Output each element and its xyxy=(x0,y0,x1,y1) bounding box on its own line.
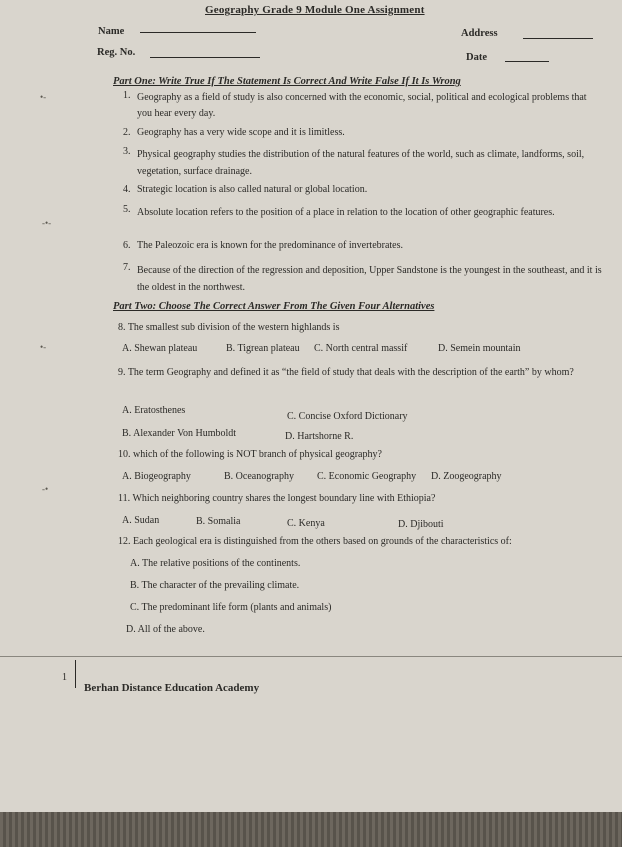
footer-academy-name: Berhan Distance Education Academy xyxy=(84,682,260,694)
q10-option-c: C. Economic Geography xyxy=(317,471,417,482)
q8-stem: 8. The smallest sub division of the western highlands is xyxy=(118,322,340,333)
q8-option-d: D. Semein mountain xyxy=(438,343,521,354)
q9-option-d: D. Hartshorne R. xyxy=(285,431,354,442)
q4-number: 4. xyxy=(123,184,131,195)
q9-option-a: A. Eratosthenes xyxy=(122,405,186,416)
q11-stem: 11. Which neighboring country shares the longest boundary line with Ethiopia? xyxy=(118,493,436,504)
reg-no-blank xyxy=(150,57,260,58)
q11-option-a: A. Sudan xyxy=(122,515,160,526)
q2-text: Geography has a very wide scope and it is limitless. xyxy=(137,127,345,138)
q12-stem: 12. Each geological era is distinguished from the others based on grounds of the characteristics of: xyxy=(118,536,512,547)
q12-option-d: D. All of the above. xyxy=(126,624,205,635)
q12-option-b: B. The character of the prevailing climate. xyxy=(130,580,300,591)
q7-text: Because of the direction of the regression and deposition, Upper Sandstone is the youngest in the southeast, and it is the oldest in the northwest. xyxy=(137,265,602,293)
q12-option-c: C. The predominant life form (plants and animals) xyxy=(130,602,332,613)
q3-text: Physical geography studies the distribution of the natural features of the world, such as climate, landforms, soil, vegetation, surface drainage. xyxy=(137,149,585,177)
q10-option-d: D. Zoogeography xyxy=(431,471,502,482)
q6-text: The Paleozoic era is known for the predominance of invertebrates. xyxy=(137,240,404,251)
reg-no-label: Reg. No. xyxy=(97,47,136,58)
q9-option-c: C. Concise Oxford Dictionary xyxy=(287,411,408,422)
q6-number: 6. xyxy=(123,240,131,251)
q9-stem: 9. The term Geography and defined it as “the field of study that deals with the description of the earth” by whom? xyxy=(118,367,574,378)
footer-vertical-rule xyxy=(75,660,76,688)
q8-option-b: B. Tigrean plateau xyxy=(226,343,300,354)
part-two-heading: Part Two: Choose The Correct Answer From The Given Four Alternatives xyxy=(113,301,435,312)
address-label: Address xyxy=(461,28,498,39)
address-blank xyxy=(523,38,593,39)
q11-option-b: B. Somalia xyxy=(196,516,241,527)
q1-number: 1. xyxy=(123,90,131,101)
date-blank xyxy=(505,61,549,62)
q12-option-a: A. The relative positions of the continents. xyxy=(130,558,301,569)
q10-option-b: B. Oceanography xyxy=(224,471,294,482)
footer-divider xyxy=(0,656,622,657)
q8-option-a: A. Shewan plateau xyxy=(122,343,198,354)
q3-number: 3. xyxy=(123,146,131,157)
part-one-heading: Part One: Write True If The Statement Is Correct And Write False If It Is Wrong xyxy=(113,76,461,87)
background-surface xyxy=(0,812,622,847)
margin-mark: -• xyxy=(42,484,49,494)
name-label: Name xyxy=(98,26,125,37)
q10-stem: 10. which of the following is NOT branch of physical geography? xyxy=(118,449,382,460)
page-number: 1 xyxy=(62,672,67,683)
q7-number: 7. xyxy=(123,262,131,273)
q4-text: Strategic location is also called natural or global location. xyxy=(137,184,368,195)
q5-number: 5. xyxy=(123,204,131,215)
date-label: Date xyxy=(466,52,487,63)
q11-option-c: C. Kenya xyxy=(287,518,325,529)
q1-text: Geography as a field of study is also concerned with the economic, social, political and ecological problems that you hear every day. xyxy=(137,92,587,119)
q2-number: 2. xyxy=(123,127,131,138)
margin-mark: -•- xyxy=(42,218,52,228)
name-blank xyxy=(140,32,256,33)
q8-option-c: C. North central massif xyxy=(314,343,408,354)
margin-mark: •- xyxy=(40,92,47,102)
q5-text: Absolute location refers to the position of a place in relation to the location of other geographic features. xyxy=(137,207,555,218)
q11-option-d: D. Djibouti xyxy=(398,519,444,530)
q10-option-a: A. Biogeography xyxy=(122,471,191,482)
margin-mark: •- xyxy=(40,342,47,352)
q9-option-b: B. Alexander Von Humboldt xyxy=(122,428,237,439)
page-title: Geography Grade 9 Module One Assignment xyxy=(205,4,425,16)
